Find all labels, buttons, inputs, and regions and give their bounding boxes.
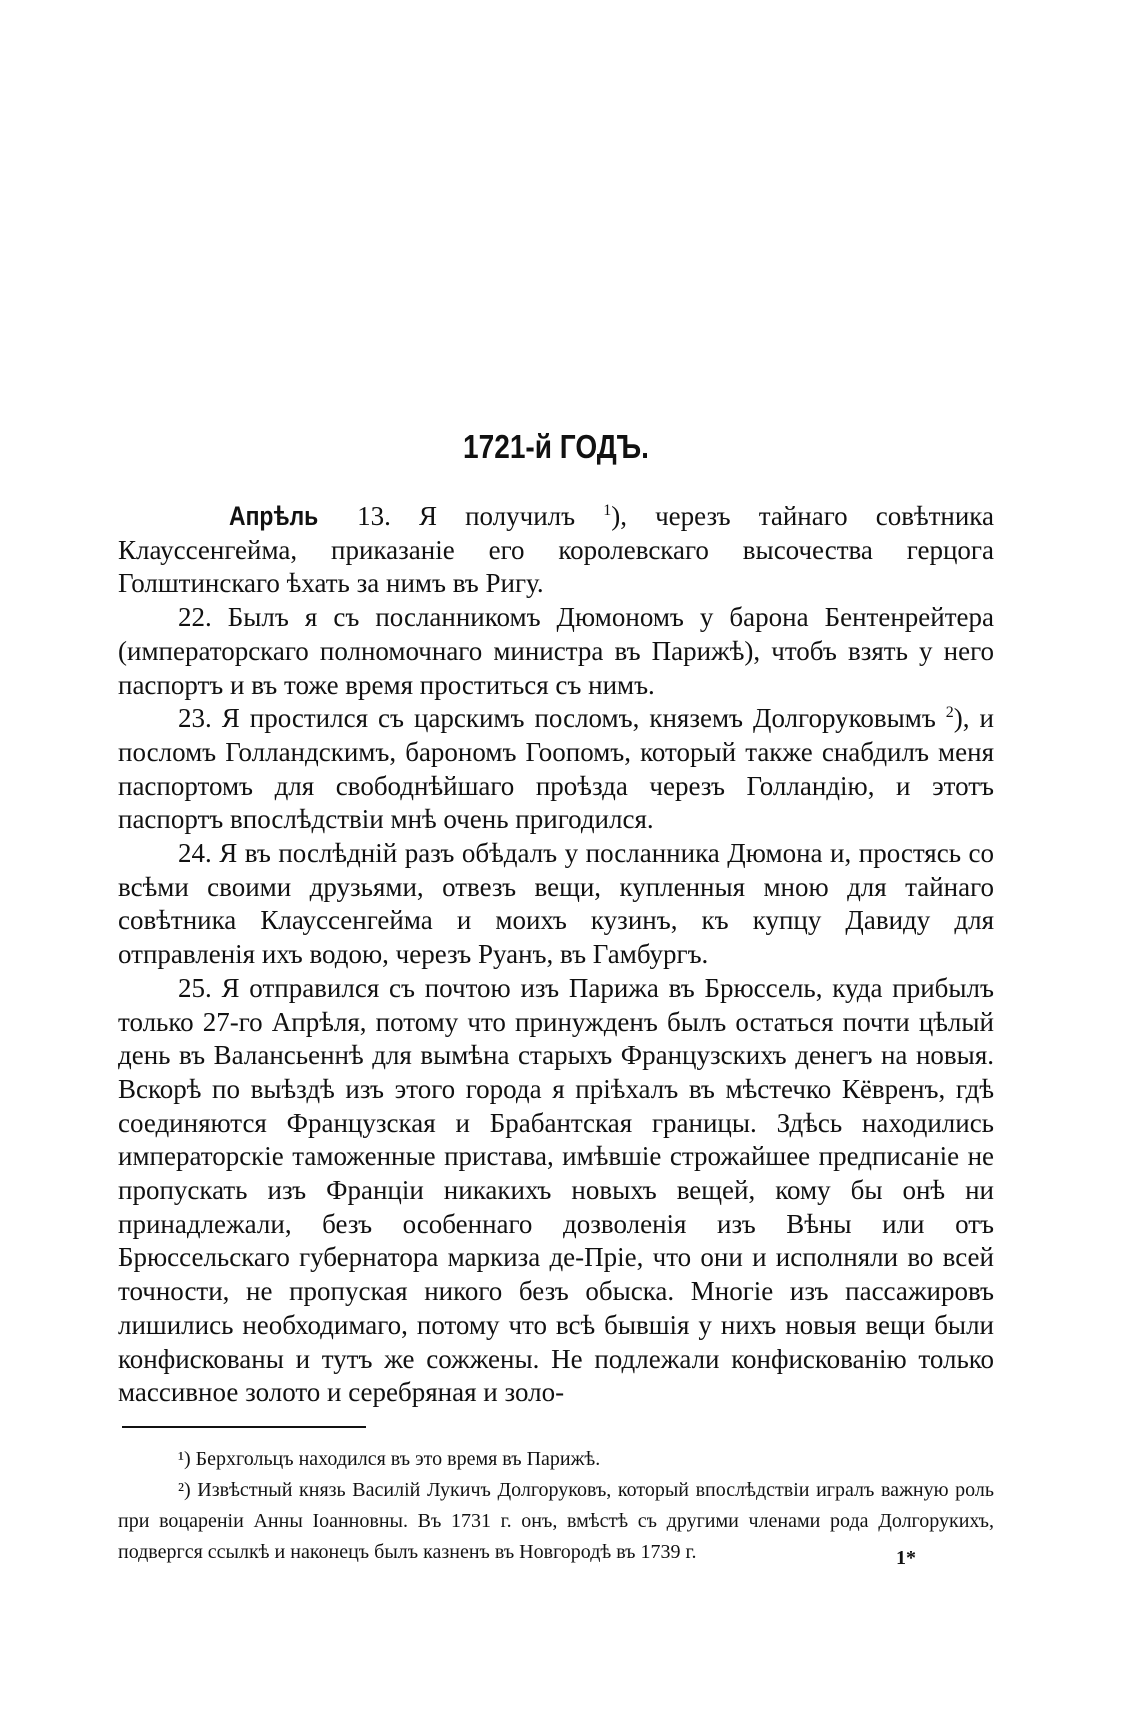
entry-text: 13. Я получилъ: [329, 501, 604, 531]
signature-mark: 1*: [896, 1547, 916, 1569]
document-page: [118, 0, 994, 1731]
diary-entry-april-13: [118, 500, 994, 601]
page-heading: 1721-й ГОДЪ.: [463, 428, 649, 465]
entry-text: ), и посломъ Голландскимъ, барономъ Гоопомъ, который также снабдилъ меня паспортомъ для свободнѣйшаго проѣзда черезъ Голландію, и этотъ паспортъ впослѣдствіи мнѣ очень пригодился.: [118, 703, 994, 835]
diary-body: [118, 500, 994, 1410]
diary-entry-23: [118, 702, 994, 837]
footnote-ref: 1: [603, 502, 612, 519]
diary-entry-22: 22. Былъ я съ посланникомъ Дюмономъ у барона Бентенрейтера (императорскаго полномочнаго министра въ Парижѣ), чтобъ взять у него паспортъ и въ тоже время проститься съ нимъ.: [118, 602, 994, 700]
diary-entry-25: 25. Я отправился съ почтою изъ Парижа въ Брюссель, куда прибылъ только 27-го Апрѣля, потому что принужденъ былъ остаться почти цѣлый день въ Валансьеннѣ для вымѣна старыхъ Французскихъ денегъ на новыя. Вскорѣ по выѣздѣ изъ этого города я пріѣхалъ въ мѣстечко Кёвренъ, гдѣ соединяются Французская и Брабантская границы. Здѣсь находились императорскіе таможенные пристава, имѣвшіе строжайшее предписаніе не пропускать изъ Франціи никакихъ новыхъ вещей, кому бы онѣ ни принадлежали, безъ особеннаго дозволенія изъ Вѣны или отъ Брюссельскаго губернатора маркиза де-Пріе, что они и исполняли во всей точности, не пропуская никого безъ обыска. Многіе изъ пассажировъ лишились необходимаго, потому что всѣ бывшія у нихъ новыя вещи были конфискованы и тутъ же сожжены. Не подлежали конфискованію только массивное золото и серебряная и золо-: [118, 972, 994, 1408]
entry-text: ), черезъ тайнаго совѣтника Клауссенгейма, приказаніе его королевскаго высочества герцога Голштинскаго ѣхать за нимъ въ Ригу.: [118, 501, 994, 599]
entry-text: 23. Я простился съ царскимъ посломъ, княземъ Долгоруковымъ: [178, 703, 946, 734]
footnote-divider: [122, 1426, 366, 1428]
footnote-2: ²) Извѣстный князь Василій Лукичъ Долгоруковъ, который впослѣдствіи игралъ важную роль при воцареніи Анны Іоанновны. Въ 1731 г. онъ, вмѣстѣ съ другими членами рода Долгорукихъ, подвергся ссылкѣ и наконецъ былъ казненъ въ Новгородѣ въ 1739 г.: [118, 1479, 994, 1563]
footnote-1: ¹) Берхгольцъ находился въ это время въ Парижѣ.: [178, 1448, 601, 1470]
footnotes: [118, 1444, 994, 1568]
diary-entry-24: 24. Я въ послѣдній разъ обѣдалъ у посланника Дюмона и, простясь со всѣми своими друзьями, отвезъ вещи, купленныя мною для тайнаго совѣтника Клауссенгейма и моихъ кузинъ, къ купцу Давиду для отправленія ихъ водою, черезъ Руанъ, въ Гамбургъ.: [118, 838, 994, 970]
month-lead: Апрѣль: [229, 501, 319, 531]
footnote-ref: 2: [945, 704, 954, 722]
